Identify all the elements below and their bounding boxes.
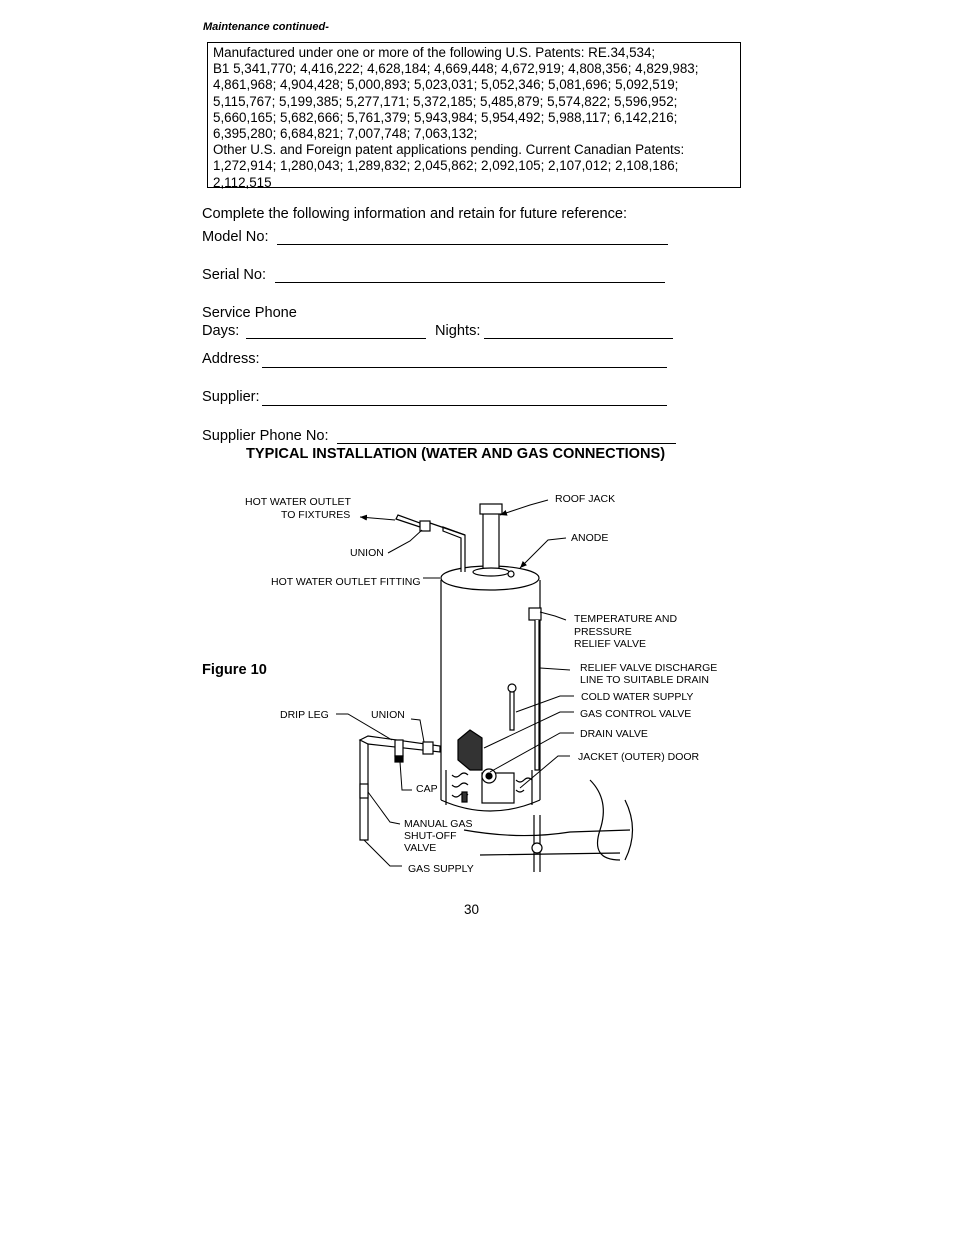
- label-tp-valve-line2: PRESSURE: [574, 626, 632, 638]
- label-hot-water-fitting: HOT WATER OUTLET FITTING: [271, 576, 421, 588]
- address-label: Address:: [202, 351, 260, 367]
- patent-line: B1 5,341,770; 4,416,222; 4,628,184; 4,669,448; 4,672,919; 4,808,356; 4,829,983;: [213, 61, 699, 77]
- page-number: 30: [464, 902, 480, 917]
- label-relief-line-line2: LINE TO SUITABLE DRAIN: [580, 674, 709, 686]
- figure-label: Figure 10: [202, 662, 267, 678]
- label-tp-valve-line1: TEMPERATURE AND: [574, 613, 678, 625]
- days-label: Days:: [202, 323, 240, 339]
- label-union-bottom: UNION: [371, 709, 405, 721]
- patent-line: Other U.S. and Foreign patent applications pending. Current Canadian Patents:: [213, 142, 685, 158]
- label-cold-water: COLD WATER SUPPLY: [581, 691, 694, 703]
- patent-line: 5,660,165; 5,682,666; 5,761,379; 5,943,984; 5,954,492; 5,988,117; 6,142,216;: [213, 109, 678, 125]
- supplier-phone-label: Supplier Phone No:: [202, 428, 329, 444]
- patent-line: 4,861,968; 4,904,428; 5,000,893; 5,023,031; 5,052,346; 5,081,696; 5,092,519;: [213, 77, 679, 93]
- patent-line: 6,395,280; 6,684,821; 7,007,748; 7,063,132;: [213, 126, 478, 142]
- label-hot-water-outlet-line1: HOT WATER OUTLET: [245, 496, 351, 508]
- label-union-top: UNION: [350, 547, 384, 559]
- service-phone-label: Service Phone: [202, 305, 297, 321]
- label-manual-gas-line2: SHUT-OFF: [404, 830, 457, 842]
- label-hot-water-outlet-line2: TO FIXTURES: [281, 509, 351, 521]
- label-cap: CAP: [416, 783, 438, 795]
- label-jacket-door: JACKET (OUTER) DOOR: [578, 751, 700, 763]
- patent-line: 1,272,914; 1,280,043; 1,289,832; 2,045,862; 2,092,105; 2,107,012; 2,108,186;: [213, 158, 679, 174]
- supplier-label: Supplier:: [202, 389, 260, 405]
- label-gas-supply: GAS SUPPLY: [408, 863, 474, 875]
- label-relief-line-line1: RELIEF VALVE DISCHARGE: [580, 662, 718, 674]
- diagram-labels: [245, 493, 717, 875]
- model-label: Model No:: [202, 229, 269, 245]
- page-header: Maintenance continued-: [203, 21, 329, 33]
- form-intro: Complete the following information and retain for future reference:: [202, 206, 628, 222]
- nights-label: Nights:: [435, 323, 481, 339]
- label-gas-control: GAS CONTROL VALVE: [580, 708, 692, 720]
- relief-valve-and-line: [508, 608, 541, 770]
- label-tp-valve-line3: RELIEF VALVE: [574, 638, 646, 650]
- label-manual-gas-line3: VALVE: [404, 842, 437, 854]
- label-drip-leg: DRIP LEG: [280, 709, 329, 721]
- label-manual-gas-line1: MANUAL GAS: [404, 818, 473, 830]
- label-drain-valve: DRAIN VALVE: [580, 728, 648, 740]
- patent-line: Manufactured under one or more of the following U.S. Patents: RE.34,534;: [213, 45, 656, 60]
- patent-line: 2,112,515: [213, 174, 272, 190]
- label-anode: ANODE: [571, 532, 609, 544]
- section-title: TYPICAL INSTALLATION (WATER AND GAS CONNECTIONS): [246, 446, 666, 462]
- label-roof-jack: ROOF JACK: [555, 493, 616, 505]
- serial-label: Serial No:: [202, 267, 267, 283]
- floor-and-wiring: [464, 780, 633, 872]
- patent-line: 5,115,767; 5,199,385; 5,277,171; 5,372,185; 5,485,879; 5,574,822; 5,596,952;: [213, 93, 678, 109]
